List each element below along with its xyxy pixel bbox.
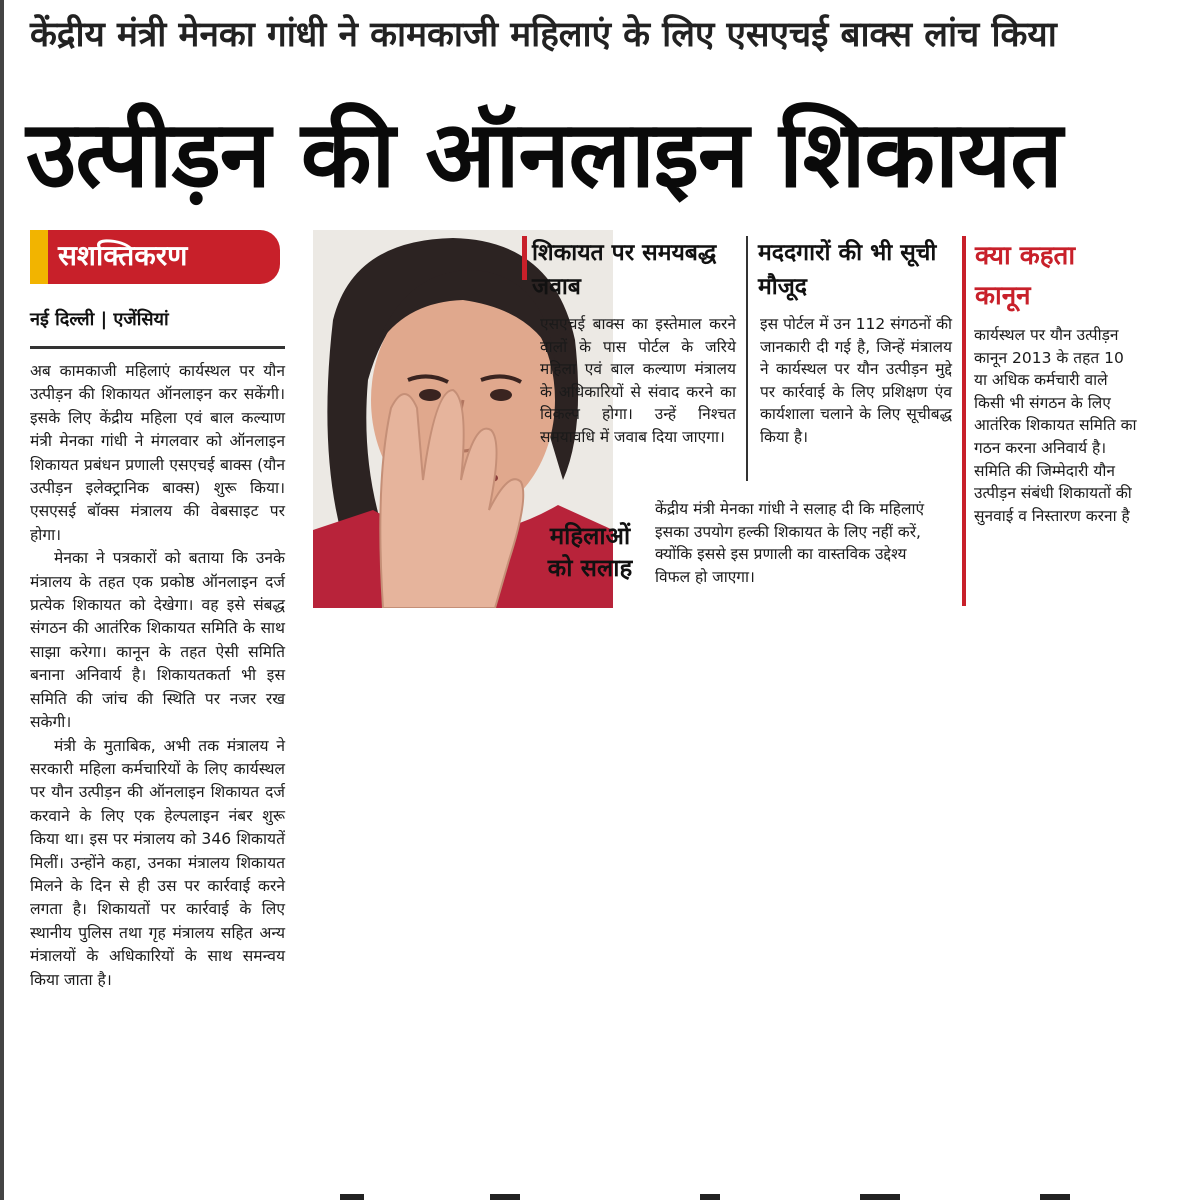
law-box-rule: [962, 236, 966, 606]
dateline-rule: [30, 346, 285, 349]
box-response-heading: शिकायत पर समयबद्ध जवाब: [532, 240, 717, 300]
box-law-text: कार्यस्थल पर यौन उत्पीड़न कानून 2013 के तहत 10 या अधिक कर्मचारी वाले किसी भी संगठन के लिए आतंरिक शिकायत समिति का गठन करना अनिवार्य है। समिति की जिम्मेदारी यौन उत्पीड़न संबंधी शिकायतों की सुनवाई व निस्तारण करना है: [974, 326, 1137, 525]
page-edge-rule: [0, 0, 4, 1200]
box-law-heading: क्या कहता कानून: [975, 241, 1076, 311]
story-paragraph-2: मेनका ने पत्रकारों को बताया कि उनके मंत्रालय के तहत एक प्रकोष्ठ ऑनलाइन दर्ज प्रत्येक शिकायत को देखेगा। वह इसे संबद्ध संगठन की आतंरिक शिकायत समिति के साथ साझा करेगा। कानून के तहत ऐसी समिति बनाना अनिवार्य है। शिकायतकर्ता भी इस समिति की जांच की स्थिति पर नजर रख सकेगी।: [30, 549, 285, 732]
section-tag-accent: [30, 230, 48, 284]
dateline: नई दिल्ली | एजेंसियां: [30, 309, 169, 330]
main-story: [30, 360, 285, 1180]
section-tag-label: सशक्तिकरण: [58, 239, 188, 272]
column-divider-1: [746, 236, 748, 481]
kicker-headline: केंद्रीय मंत्री मेनका गांधी ने कामकाजी महिलाएं के लिए एसएचई बाक्स लांच किया: [30, 15, 1057, 55]
story-paragraph-1: अब कामकाजी महिलाएं कार्यस्थल पर यौन उत्पीड़न की शिकायत ऑनलाइन कर सकेंगी। इसके लिए केंद्रीय महिला एवं बाल कल्याण मंत्री मेनका गांधी ने मंगलवार को ऑनलाइन शिकायत प्रबंधन प्रणाली एसएचई बाक्स (यौन उत्पीड़न इलेक्ट्रानिक बाक्स) शुरू किया। एसएसई बॉक्स मंत्रालय की वेबसाइट पर होगा।: [30, 362, 285, 544]
story-paragraph-3: मंत्री के मुताबिक, अभी तक मंत्रालय ने सरकारी महिला कर्मचारियों के लिए कार्यस्थल पर यौन उत्पीड़न की ऑनलाइन शिकायत दर्ज करवाने के लिए एक हेल्पलाइन नंबर शुरू किया था। इस पर मंत्रालय को 346 शिकायतें मिलीं। उन्होंने कहा, उनका मंत्रालय शिकायत मिलने के दिन से ही उस पर कार्रवाई करने लगता है। शिकायतों पर कार्रवाई के लिए स्थानीय पुलिस तथा गृह मंत्रालय सहित अन्य मंत्रालयों के अधिकारियों के साथ समन्वय किया जाता है।: [30, 736, 285, 989]
box-response-text: एसएचई बाक्स का इस्तेमाल करने वालों के पास पोर्टल के जरिये महिला एवं बाल कल्याण मंत्रालय के अधिकारियों से संवाद करने का विकल्प होगा। उन्हें निश्चत समयावधि में जवाब दिया जाएगा।: [540, 315, 736, 446]
box-helpers-heading: मददगारों की भी सूची मौजूद: [758, 240, 937, 300]
main-headline: उत्पीड़न की ऑनलाइन शिकायत: [26, 101, 1062, 208]
box-helpers-text: इस पोर्टल में उन 112 संगठनों की जानकारी दी गई है, जिन्हें मंत्रालय ने कार्यस्थल पर यौन उत्पीड़न मुद्दे पर कार्रवाई के लिए प्रशिक्षण एंव कार्यशाला चलाने के लिए सूचीबद्ध किया है।: [760, 315, 952, 446]
box-advice-text: केंद्रीय मंत्री मेनका गांधी ने सलाह दी कि महिलाएं इसका उपयोग हल्की शिकायत के लिए नहीं करें, क्योंकि इससे इस प्रणाली का वास्तविक उद्देश्य विफल हो जाएगा।: [655, 500, 925, 586]
box-response-marker: [522, 236, 527, 280]
box-advice-heading: महिलाओं को सलाह: [547, 522, 633, 582]
bottom-clipped-text: [340, 1192, 1080, 1200]
